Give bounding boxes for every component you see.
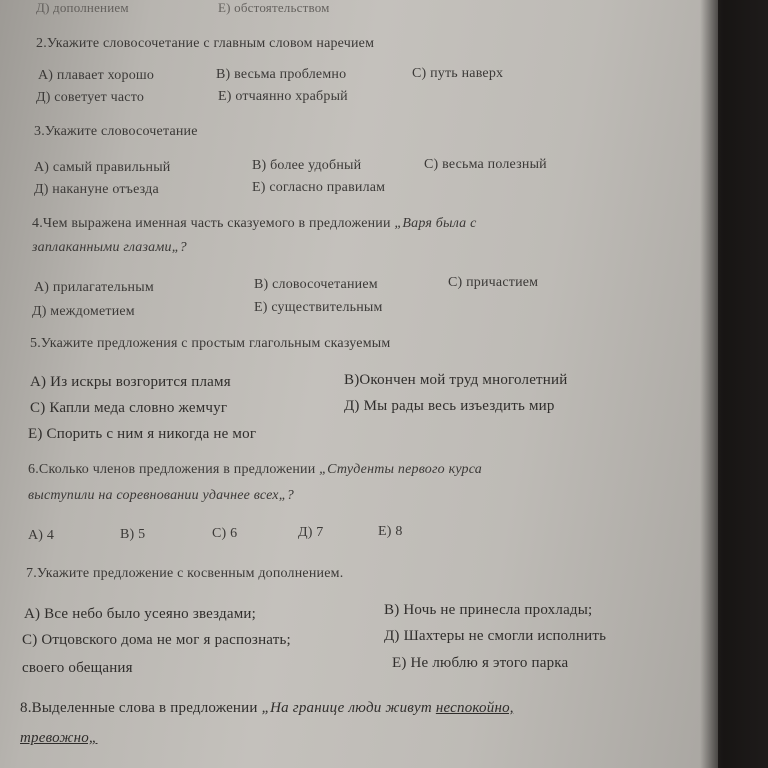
- q6-title-text: 6.Сколько членов предложения в предложении: [28, 462, 316, 477]
- q4-title-text: 4.Чем выражена именная часть сказуемого в предложении: [32, 216, 391, 231]
- q6-quote-end: выступили на соревновании удачнее всех„?: [28, 488, 294, 503]
- q4-option-e: Е) существительным: [254, 300, 383, 315]
- q4-option-a: А) прилагательным: [34, 280, 154, 295]
- q3-option-e: Е) согласно правилам: [252, 180, 386, 195]
- q8-highlighted-word-2: тревожно„: [20, 730, 98, 746]
- question-2-title: 2.Укажите словосочетание с главным словом наречием: [36, 36, 375, 51]
- q6-option-a: А) 4: [28, 528, 55, 543]
- q4-quote-start: „Варя была с: [394, 216, 477, 231]
- question-6-title: [28, 462, 482, 478]
- q7-option-c: С) Отцовского дома не мог я распознать;: [22, 632, 291, 648]
- q6-option-e: Е) 8: [378, 524, 403, 539]
- q7-option-e: Е) Не люблю я этого парка: [392, 655, 569, 671]
- question-5-title: 5.Укажите предложения с простым глагольным сказуемым: [30, 336, 391, 351]
- q7-option-b: В) Ночь не принесла прохлады;: [384, 602, 593, 618]
- prev-option-d: Д) дополнением: [36, 0, 129, 15]
- q6-option-b: В) 5: [120, 527, 146, 542]
- question-7-title: 7.Укажите предложение с косвенным дополнением.: [26, 566, 344, 581]
- q5-option-c: С) Капли меда словно жемчуг: [30, 400, 228, 416]
- q2-option-e: Е) отчаянно храбрый: [218, 89, 348, 104]
- q6-quote-start: „Студенты первого курса: [319, 462, 482, 477]
- question-8-title: [20, 700, 514, 717]
- q6-option-c: С) 6: [212, 526, 238, 541]
- q7-option-c-cont: своего обещания: [22, 660, 133, 676]
- q8-quote-start: „На границе люди живут: [261, 700, 432, 716]
- q7-option-d: Д) Шахтеры не смогли исполнить: [384, 628, 607, 644]
- prev-option-e: Е) обстоятельством: [218, 0, 330, 15]
- q2-option-a: А) плавает хорошо: [38, 68, 155, 83]
- question-4-title: [32, 216, 476, 232]
- question-3-title: 3.Укажите словосочетание: [34, 124, 198, 139]
- q4-quote-end: заплаканными глазами„?: [32, 240, 187, 255]
- q3-option-d: Д) накануне отъезда: [34, 182, 159, 197]
- q2-option-c: С) путь наверх: [412, 66, 504, 81]
- q6-option-d: Д) 7: [298, 525, 324, 540]
- q5-option-d: Д) Мы рады весь изъездить мир: [344, 398, 555, 414]
- q5-option-a: А) Из искры возгорится пламя: [30, 374, 231, 390]
- q2-option-d: Д) советует часто: [36, 90, 145, 105]
- q4-option-c: С) причастием: [448, 275, 539, 290]
- q2-option-b: В) весьма проблемно: [216, 67, 347, 82]
- q3-option-b: В) более удобный: [252, 158, 362, 173]
- q8-title-text: 8.Выделенные слова в предложении: [20, 700, 258, 716]
- q4-option-d: Д) междометием: [32, 304, 135, 319]
- q3-option-a: А) самый правильный: [34, 160, 171, 175]
- q5-option-e: Е) Спорить с ним я никогда не мог: [28, 426, 257, 442]
- q3-option-c: С) весьма полезный: [424, 157, 547, 172]
- q7-option-a: А) Все небо было усеяно звездами;: [24, 606, 257, 622]
- q4-option-b: В) словосочетанием: [254, 277, 378, 292]
- table-shadow: [700, 0, 768, 768]
- q5-option-b: В)Окончен мой труд многолетний: [344, 372, 568, 388]
- q8-highlighted-word-1: неспокойно,: [435, 700, 514, 716]
